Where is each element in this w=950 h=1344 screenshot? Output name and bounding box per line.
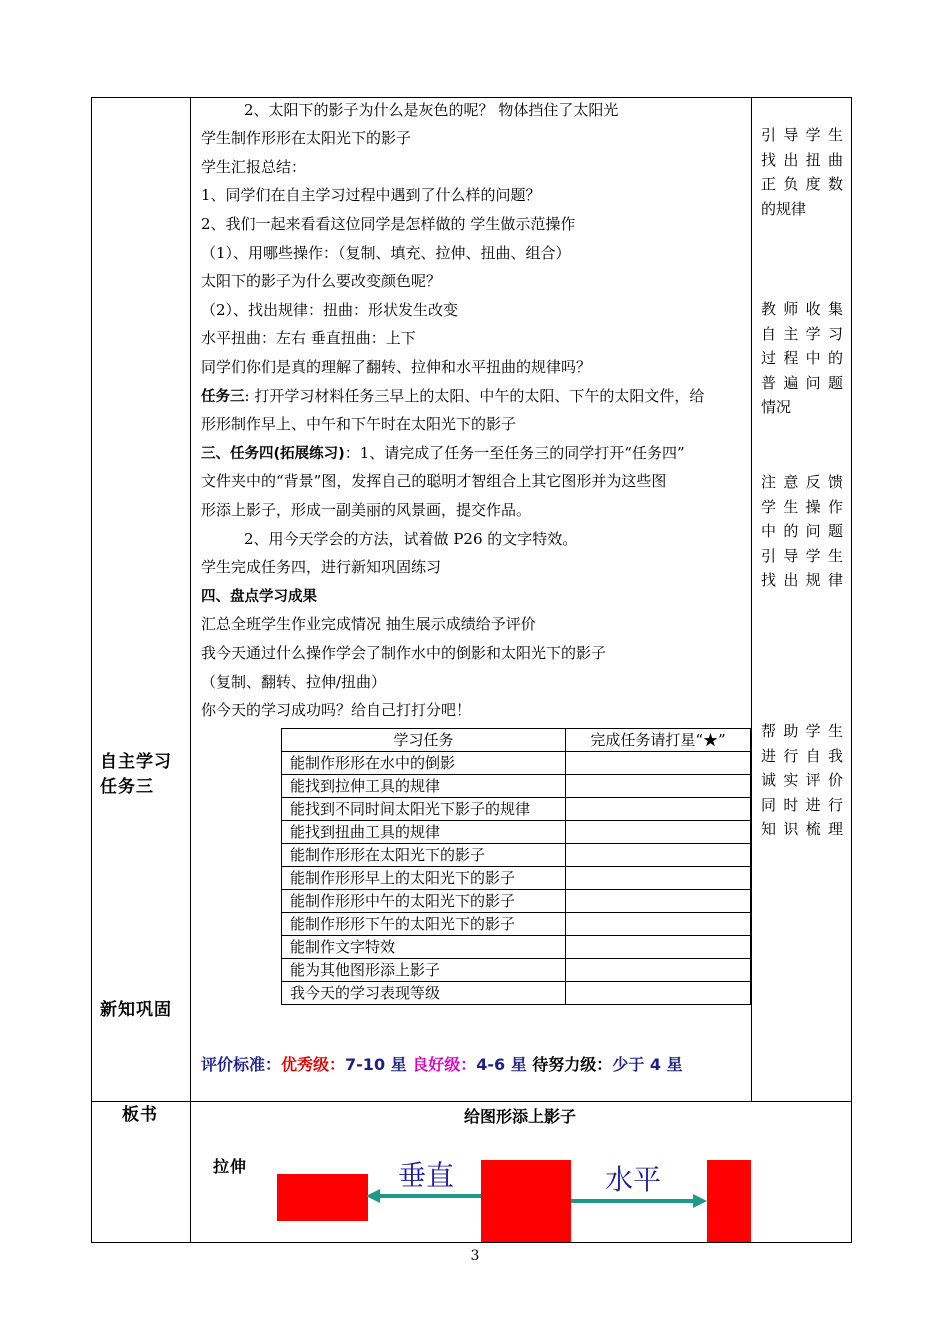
star-cell[interactable] [566, 844, 751, 867]
teacher-note-line: 引导学生 [761, 546, 843, 565]
content-line [201, 153, 306, 182]
table-row [282, 844, 751, 867]
table-row [282, 890, 751, 913]
star-cell[interactable] [566, 982, 751, 1005]
eval-good-range: 4-6 星 [476, 1055, 533, 1074]
content-line-text: 太阳下的影子为什么要改变颜色呢？ [201, 272, 442, 291]
teacher-note-line: 注意反馈 [761, 473, 843, 491]
star-cell[interactable] [566, 821, 751, 844]
task-cell: 能制作形形早上的太阳光下的影子 [282, 867, 566, 890]
table-row [282, 821, 751, 844]
content-line-text: 形形制作早上、中午和下午时在太阳光下的影子 [201, 415, 517, 434]
star-cell[interactable] [566, 867, 751, 890]
teacher-note-line: 进行自我 [761, 746, 843, 765]
content-line [201, 668, 386, 697]
teacher-note-line: 学生操作 [761, 497, 843, 516]
content-line [201, 181, 541, 210]
teacher-note-line: 教师收集 [761, 300, 843, 318]
content-line-heading: 四、盘点学习成果 [201, 588, 317, 605]
task-cell: 能制作形形在太阳光下的影子 [282, 844, 566, 867]
table-row [282, 798, 751, 821]
header-star: 完成任务请打星“★” [566, 729, 751, 752]
star-cell[interactable] [566, 913, 751, 936]
star-cell[interactable] [566, 752, 751, 775]
table-row [282, 867, 751, 890]
content-line [201, 124, 411, 153]
content-line [244, 525, 577, 554]
eval-good: 良好级： [412, 1055, 477, 1074]
content-line-text: 你今天的学习成功吗？给自己打打分吧！ [201, 701, 472, 720]
content-line [201, 553, 441, 582]
content-line [201, 410, 516, 439]
content-line-text: ：1、请完成了任务一至任务三的同学打开“任务四” [344, 443, 685, 462]
task-cell: 能制作形形中午的太阳光下的影子 [282, 890, 566, 913]
teacher-note-line: 普遍问题 [761, 373, 843, 392]
eval-label: 评价标准： [201, 1055, 282, 1074]
table-row [282, 982, 751, 1005]
content-line-text: （复制、翻转、拉伸/扭曲） [201, 672, 387, 691]
content-line [201, 296, 458, 325]
content-line [201, 267, 441, 296]
content-line [201, 639, 606, 668]
content-line [201, 467, 666, 496]
teacher-note [761, 470, 843, 593]
content-line-text: : 打开学习材料任务三早上的太阳、中午的太阳、下午的太阳文件，给 [244, 386, 705, 405]
star-cell[interactable] [566, 775, 751, 798]
content-line-text: （1）、用哪些操作：（复制、填充、拉伸、扭曲、组合） [201, 243, 571, 262]
table-row [282, 775, 751, 798]
content-line-text: 汇总全班学生作业完成情况 抽生展示成绩给予评价 [201, 615, 536, 634]
task-cell: 能为其他图形添上影子 [282, 959, 566, 982]
teacher-note-line: 引导学生 [761, 126, 843, 144]
table-row [282, 913, 751, 936]
teacher-note-line: 找出规律 [761, 571, 843, 590]
content-line [244, 96, 618, 125]
content-line [201, 210, 575, 239]
teacher-note-line: 同时进行 [761, 795, 843, 814]
col-divider-right [751, 97, 752, 1102]
vertical-label: 垂直 [398, 1159, 455, 1192]
content-line [201, 382, 704, 412]
task-cell: 能制作文字特效 [282, 936, 566, 959]
content-line [201, 239, 571, 268]
content-line-text: 文件夹中的“背景”图，发挥自己的聪明才智组合上其它图形并为这些图 [201, 472, 667, 491]
teacher-note-line: 自主学习 [761, 324, 843, 343]
stretch-label: 拉伸 [213, 1157, 248, 1176]
content-line-text: 学生汇报总结： [201, 157, 307, 176]
teacher-note-line: 诚实评价 [761, 771, 843, 790]
content-line-text: 2、用今天学会的方法，试着做 P26 的文字特效。 [244, 529, 578, 548]
label-board: 板书 [122, 1105, 158, 1125]
task-cell: 能找到扭曲工具的规律 [282, 821, 566, 844]
table-row [282, 936, 751, 959]
label-consolidate: 新知巩固 [100, 1000, 172, 1020]
teacher-note-line: 中的问题 [761, 522, 843, 541]
teacher-note [761, 297, 843, 420]
col-divider-left [190, 97, 191, 1243]
content-line [201, 496, 531, 525]
content-line [201, 582, 317, 612]
content-line-text: 2、太阳下的影子为什么是灰色的呢？ 物体挡住了太阳光 [244, 100, 619, 119]
star-cell[interactable] [566, 959, 751, 982]
teacher-note-line: 知识梳理 [761, 820, 843, 839]
label-task-three: 自主学习 任务三 [100, 752, 172, 797]
eval-excellent-range: 7-10 星 [345, 1055, 413, 1074]
content-line-text: 我今天通过什么操作学会了制作水中的倒影和太阳光下的影子 [201, 643, 607, 662]
star-cell[interactable] [566, 936, 751, 959]
content-line-text: 形添上影子，形成一副美丽的风景画，提交作品。 [201, 500, 532, 519]
task-cell: 能制作形形下午的太阳光下的影子 [282, 913, 566, 936]
content-line-text: 学生完成任务四，进行新知巩固练习 [201, 558, 442, 577]
content-line [201, 324, 416, 353]
content-line-text: 学生制作形形在太阳光下的影子 [201, 129, 412, 148]
table-row [282, 752, 751, 775]
content-line [201, 439, 685, 469]
row-divider-board [91, 1101, 852, 1102]
content-line-text: 1、同学们在自主学习过程中遇到了什么样的问题？ [201, 186, 541, 205]
content-line-heading: 三、任务四(拓展练习) [201, 445, 345, 462]
eval-needs-work: 待努力级： [532, 1055, 613, 1074]
teacher-note-line: 帮助学生 [761, 722, 843, 740]
horizontal-label: 水平 [605, 1163, 662, 1196]
star-cell[interactable] [566, 798, 751, 821]
header-task: 学习任务 [282, 729, 566, 752]
content-line-text: 水平扭曲：左右 垂直扭曲：上下 [201, 329, 416, 348]
content-line [201, 353, 591, 382]
star-cell[interactable] [566, 890, 751, 913]
teacher-note [761, 123, 843, 221]
teacher-note-line: 找出扭曲 [761, 150, 843, 169]
content-line-text: 2、我们一起来看看这位同学是怎样做的 学生做示范操作 [201, 214, 576, 233]
table-row [282, 959, 751, 982]
task-cell: 我今天的学习表现等级 [282, 982, 566, 1005]
task-cell: 能找到拉伸工具的规律 [282, 775, 566, 798]
board-title: 给图形添上影子 [463, 1107, 576, 1126]
page-number: 3 [470, 1248, 480, 1264]
content-line-heading: 任务三 [201, 388, 245, 405]
task-cell: 能制作形形在水中的倒影 [282, 752, 566, 775]
content-line [201, 610, 536, 639]
content-line-text: 同学们你们是真的理解了翻转、拉伸和水平扭曲的规律吗？ [201, 357, 592, 376]
content-line-text: （2）、找出规律：扭曲：形状发生改变 [201, 300, 459, 319]
eval-needs-work-range: 少于 4 星 [612, 1055, 683, 1074]
task-checklist-table [281, 728, 751, 1005]
teacher-note [761, 719, 843, 842]
eval-excellent: 优秀级： [281, 1055, 346, 1074]
table-header-row [282, 729, 751, 752]
content-line [201, 696, 471, 725]
teacher-note-line: 过程中的 [761, 349, 843, 368]
teacher-note-line: 的规律 [761, 199, 807, 218]
teacher-note-line: 正负度数 [761, 175, 843, 194]
task-cell: 能找到不同时间太阳光下影子的规律 [282, 798, 566, 821]
teacher-note-line: 情况 [761, 398, 792, 417]
evaluation-criteria [201, 1052, 683, 1078]
